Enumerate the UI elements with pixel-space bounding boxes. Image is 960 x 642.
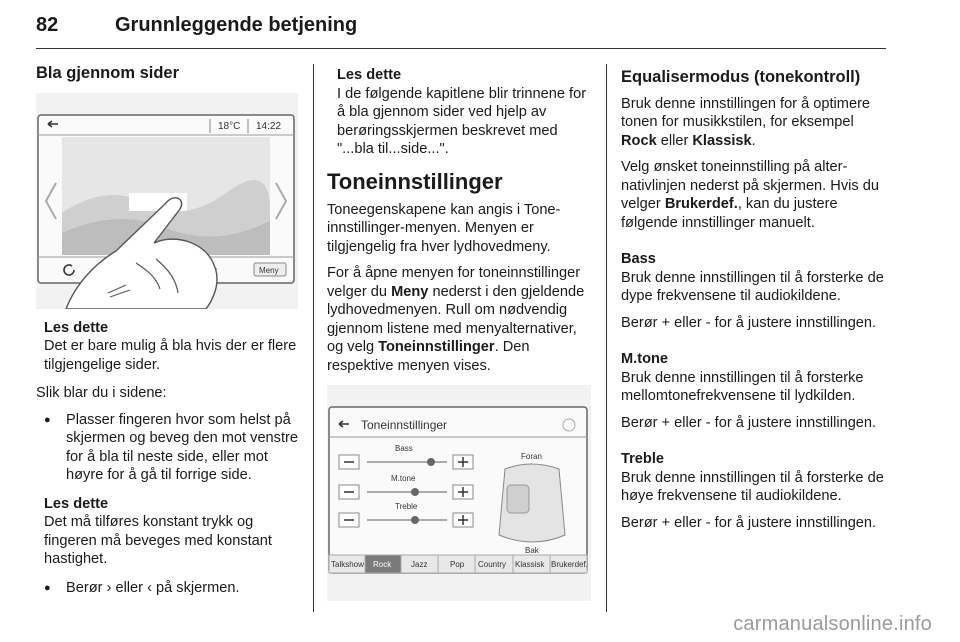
note-title: Les dette bbox=[44, 495, 109, 512]
figure-tone-settings-screen bbox=[327, 385, 591, 601]
note-text: Det er bare mulig å bla hvis der er flere tilgjengelige sider. bbox=[44, 338, 297, 373]
tab-rock: Rock bbox=[373, 560, 392, 569]
note-scroll-description bbox=[327, 66, 593, 159]
treble-touch: Berør + eller - for å justere innstillingen. bbox=[621, 514, 877, 531]
column-divider-2 bbox=[606, 64, 607, 612]
column-divider-1 bbox=[313, 64, 314, 612]
temperature-label: 18°C bbox=[218, 120, 241, 132]
section-heading-page-scroll: Bla gjennom sider bbox=[36, 64, 180, 82]
note-text: Det må tilføres konstant trykk og fingeren må beveges med konstant hastighet. bbox=[44, 514, 272, 567]
bass-touch: Berør + eller - for å justere innstillingen. bbox=[621, 314, 877, 331]
section-heading-equaliser: Equalisermodus (tonekontroll) bbox=[621, 68, 861, 86]
screen-title: Toneinnstillinger bbox=[361, 418, 448, 432]
note-title: Les dette bbox=[44, 319, 109, 336]
column-2 bbox=[327, 66, 593, 611]
section-heading-tone-settings: Toneinnstillinger bbox=[327, 168, 503, 194]
scroll-steps-1 bbox=[36, 411, 298, 485]
svg-text:M.tone: M.tone bbox=[391, 474, 416, 483]
tab-country: Country bbox=[478, 560, 507, 569]
tone-open-menu: For å åpne menyen for toneinnstillinger velger du Meny nederst i den gjeldende lydhovedmenyen. Rull om nødvendig gjennom listene med menyalternativer, og velg Toneinnstillinger. Den respektive menyen vises. bbox=[327, 265, 585, 374]
scroll-intro: Slik blar du i sidene: bbox=[36, 385, 167, 401]
note-constant-pressure bbox=[36, 495, 298, 569]
tab-klassisk: Klassisk bbox=[515, 560, 545, 569]
note-title: Les dette bbox=[337, 67, 402, 83]
clock-label: 14:22 bbox=[256, 120, 282, 132]
page-header bbox=[36, 8, 886, 49]
equaliser-intro: Bruk denne innstillingen for å optimere tonen for musikkstilen, for eksempel Rock eller Klassisk. bbox=[621, 95, 871, 149]
treble-description: Treble Bruk denne innstillingen til å forsterke de høye frekvensene til audiokildene. bbox=[621, 451, 884, 504]
menu-button-label: Meny bbox=[259, 265, 279, 275]
note-text: I de følgende kapitlene blir trinnene for å bla gjennom sider ved hjelp av berøringsskjermen beskrevet med "...bla til...side...". bbox=[337, 85, 587, 157]
tone-intro: Toneegenskapene kan angis i Toneinnstillinger-menyen. Menyen er tilgjengelig fra hver lydhovedmeny. bbox=[327, 201, 561, 255]
watermark: carmanualsonline.info bbox=[733, 613, 932, 635]
tab-jazz: Jazz bbox=[411, 560, 428, 569]
equaliser-tabs bbox=[329, 555, 588, 573]
front-label: Foran bbox=[521, 452, 542, 461]
figure-touch-scroll bbox=[36, 93, 298, 309]
equaliser-select: Velg ønsket toneinnstilling på alternativlinjen nederst på skjermen. Hvis du velger Brukerdef., kan du justere følgende innstillinger manuelt. bbox=[621, 159, 879, 231]
svg-text:Bass: Bass bbox=[395, 444, 413, 453]
page-number: 82 bbox=[36, 14, 59, 36]
column-1 bbox=[36, 60, 298, 607]
rear-label: Bak bbox=[525, 546, 539, 555]
tab-pop: Pop bbox=[450, 560, 465, 569]
svg-text:Treble: Treble bbox=[395, 502, 418, 511]
column-3 bbox=[621, 64, 887, 540]
list-item: ● Plasser fingeren hvor som helst på skjermen og beveg den mot venstre for å bla til neste side, eller mot høyre for å gå til forrige side. bbox=[36, 411, 298, 485]
chapter-title: Grunnleggende betjening bbox=[115, 14, 358, 36]
note-only-multiple-pages bbox=[36, 319, 298, 375]
mtone-description: M.tone Bruk denne innstillingen til å forsterke mellomtonefrekvensene til lydkilden. bbox=[621, 351, 864, 404]
scroll-steps-2 bbox=[36, 579, 298, 598]
tab-talkshow: Talkshow bbox=[331, 560, 364, 569]
tab-brukerdef: Brukerdef. bbox=[551, 560, 588, 569]
list-item: ● Berør › eller ‹ på skjermen. bbox=[36, 579, 298, 598]
bass-description: Bass Bruk denne innstillingen til å forsterke de dype frekvensene til audiokildene. bbox=[621, 251, 884, 304]
mtone-touch: Berør + eller - for å justere innstillingen. bbox=[621, 414, 877, 431]
